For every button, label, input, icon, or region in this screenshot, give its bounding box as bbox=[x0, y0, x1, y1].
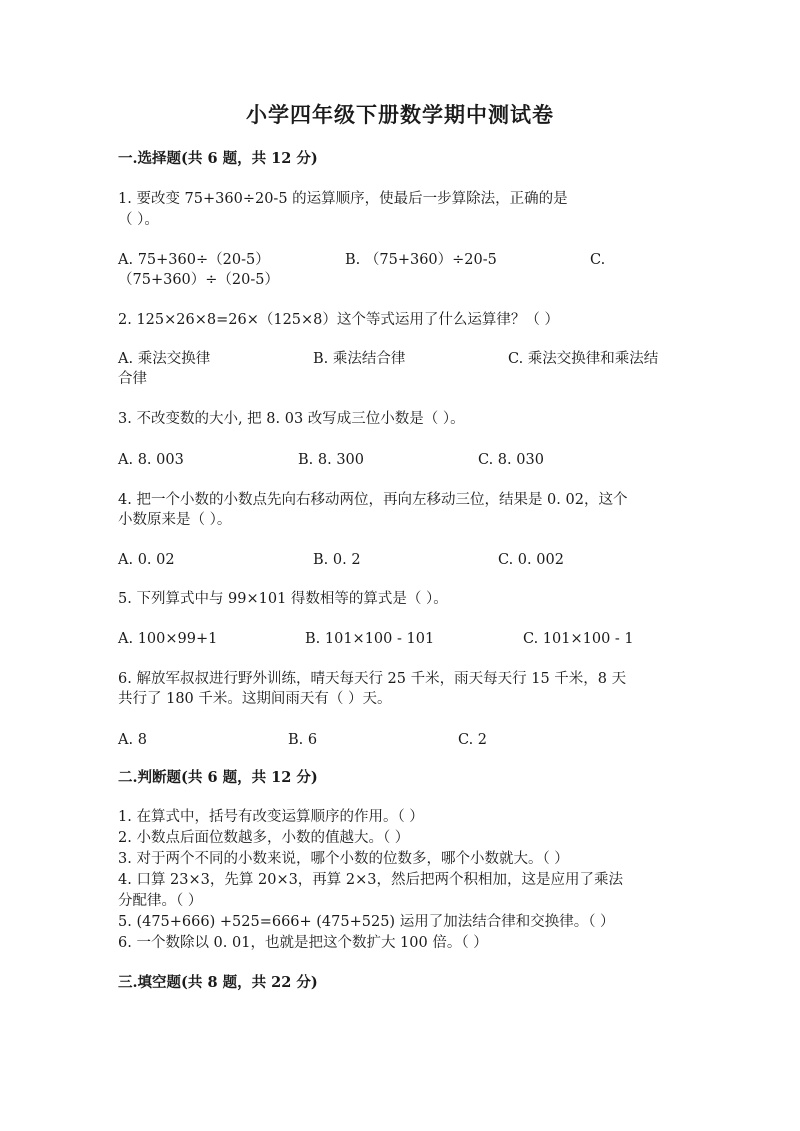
question-4-option-b: B. 0. 2 bbox=[313, 552, 361, 568]
question-4-stem-line-2: 小数原来是（ ）。 bbox=[118, 512, 232, 528]
question-5-option-c: C. 101×100 - 1 bbox=[523, 631, 634, 647]
question-4-option-a: A. 0. 02 bbox=[118, 552, 175, 568]
question-1-option-c: C. bbox=[590, 252, 606, 268]
question-6-option-b: B. 6 bbox=[288, 732, 318, 748]
question-4-option-c: C. 0. 002 bbox=[498, 552, 564, 568]
question-4-stem-line-1: 4. 把一个小数的小数点先向右移动两位，再向左移动三位，结果是 0. 02，这个 bbox=[118, 492, 628, 508]
section-heading-multiple-choice: 一.选择题(共 6 题，共 12 分) bbox=[118, 150, 318, 167]
true-false-line-5: 分配律。（ ） bbox=[118, 893, 203, 909]
question-5-option-a: A. 100×99+1 bbox=[118, 631, 218, 647]
section-heading-fill-in: 三.填空题(共 8 题，共 22 分) bbox=[118, 974, 318, 991]
question-6-option-c: C. 2 bbox=[458, 732, 488, 748]
question-1-stem-line-2: （ ）。 bbox=[118, 212, 159, 228]
question-2-stem-line-1: 2. 125×26×8=26×（125×8）这个等式运用了什么运算律？（ ） bbox=[118, 312, 560, 328]
question-1-stem-line-1: 1. 要改变 75+360÷20-5 的运算顺序，使最后一步算除法，正确的是 bbox=[118, 191, 568, 207]
question-5-stem-line-1: 5. 下列算式中与 99×101 得数相等的算式是（ ）。 bbox=[118, 591, 448, 607]
question-5-option-b: B. 101×100 - 101 bbox=[305, 631, 435, 647]
question-6-stem-line-1: 6. 解放军叔叔进行野外训练，晴天每天行 25 千米，雨天每天行 15 千米，8 天 bbox=[118, 671, 627, 687]
question-3-stem-line-1: 3. 不改变数的大小, 把 8. 03 改写成三位小数是（ ）。 bbox=[118, 411, 465, 427]
true-false-line-2: 2. 小数点后面位数越多，小数的值越大。（ ） bbox=[118, 830, 410, 846]
true-false-line-1: 1. 在算式中，括号有改变运算顺序的作用。（ ） bbox=[118, 809, 424, 825]
question-2-option-a: A. 乘法交换律 bbox=[118, 351, 211, 367]
true-false-line-7: 6. 一个数除以 0. 01，也就是把这个数扩大 100 倍。（ ） bbox=[118, 935, 488, 951]
question-3-option-a: A. 8. 003 bbox=[118, 452, 184, 468]
question-2-option-b: B. 乘法结合律 bbox=[313, 351, 406, 367]
question-3-option-c: C. 8. 030 bbox=[478, 452, 544, 468]
question-6-stem-line-2: 共行了 180 千米。这期间雨天有（ ）天。 bbox=[118, 691, 392, 707]
true-false-line-4: 4. 口算 23×3，先算 20×3，再算 2×3，然后把两个积相加，这是应用了乘法 bbox=[118, 872, 624, 888]
question-6-option-a: A. 8 bbox=[118, 732, 147, 748]
page-title: 小学四年级下册数学期中测试卷 bbox=[246, 102, 554, 127]
question-1-option-a: A. 75+360÷（20-5） bbox=[118, 252, 270, 268]
true-false-line-3: 3. 对于两个不同的小数来说，哪个小数的位数多，哪个小数就大。（ ） bbox=[118, 851, 569, 867]
question-3-option-b: B. 8. 300 bbox=[298, 452, 364, 468]
question-2-option-c: C. 乘法交换律和乘法结 bbox=[508, 351, 659, 367]
question-2-option-c-wrap: 合律 bbox=[118, 371, 147, 387]
true-false-line-6: 5. (475+666) +525=666+ (475+525) 运用了加法结合律和交换律。（ ） bbox=[118, 914, 615, 930]
section-heading-true-false: 二.判断题(共 6 题，共 12 分) bbox=[118, 769, 318, 786]
question-1-option-b: B. （75+360）÷20-5 bbox=[345, 252, 497, 268]
question-1-option-c-wrap: （75+360）÷（20-5） bbox=[118, 272, 280, 288]
